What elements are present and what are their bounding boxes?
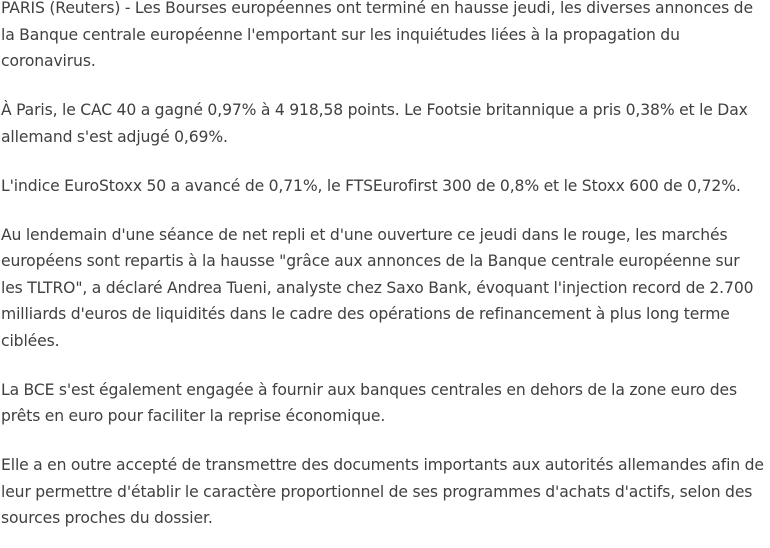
paragraph-paris-markets: À Paris, le CAC 40 a gagné 0,97% à 4 918,58 points. Le Footsie britannique a pris 0,38% et le Dax allemand s'est adjugé 0,69%. [1, 101, 748, 146]
paragraph-eurostoxx: L'indice EuroStoxx 50 a avancé de 0,71%, le FTSEurofirst 300 de 0,8% et le Stoxx 600 de 0,72%. [1, 176, 741, 195]
paragraph-documents: Elle a en outre accepté de transmettre des documents importants aux autorités allemandes afin de leur permettre d'établir le caractère proportionnel de ses programmes d'achats d'actifs, selon des sources proches du dossier. [1, 456, 764, 527]
paragraph-bce-loans: La BCE s'est également engagée à fournir aux banques centrales en dehors de la zone euro des prêts en euro pour faciliter la reprise économique. [1, 380, 738, 425]
paragraph-intro: PARIS (Reuters) - Les Bourses européennes ont terminé en hausse jeudi, les diverses annonces de la Banque centrale européenne l'emportant sur les inquiétudes liées à la propagation du coronavirus. [1, 0, 753, 70]
paragraph-analyst-quote: Au lendemain d'une séance de net repli et d'une ouverture ce jeudi dans le rouge, les marchés européens sont repartis à la hausse "grâce aux annonces de la Banque centrale européenne sur les TLTRO", a déclaré Andrea Tueni, analyste chez Saxo Bank, évoquant l'injection record de 2.700 milliards d'euros de liquidités dans le cadre des opérations de refinancement à plus long terme ciblées. [1, 225, 754, 350]
